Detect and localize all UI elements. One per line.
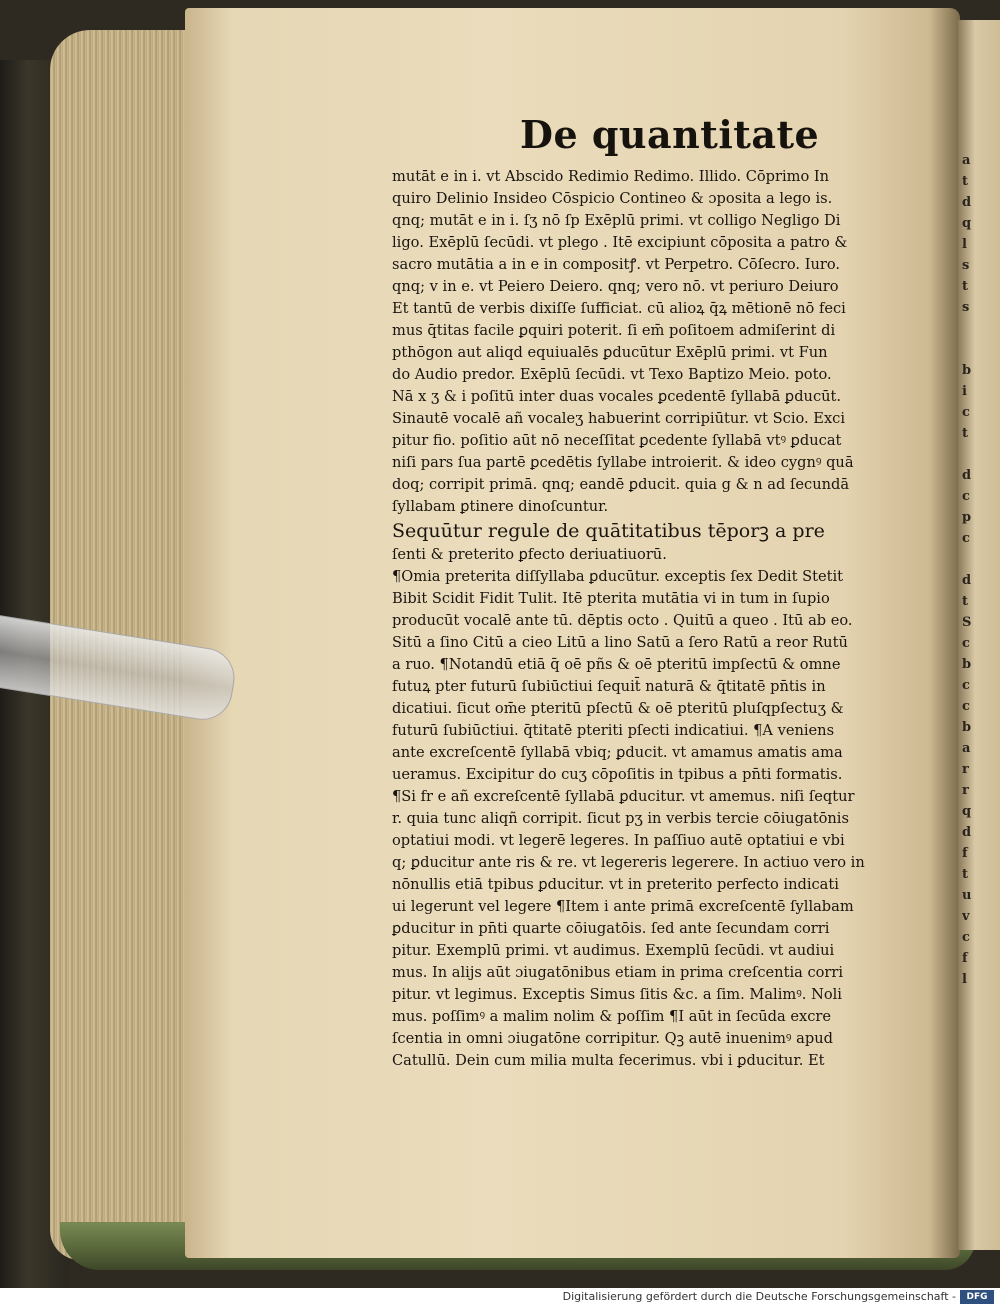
- text-line: pitur. Exemplū primi. vt audimus. Exemplū ſecūdi. vt audiui: [392, 942, 835, 959]
- text-line: ante excreſcentē ſyllabā vbiq; ꝑducit. vt amamus amatis ama: [392, 744, 843, 761]
- text-line: producūt vocalē ante tū. dēptis octo . Quitū a queo . Itū ab eo.: [392, 612, 853, 629]
- section-subheading: Sequūtur regule de quātitatibus tēporꝫ a pre: [392, 520, 825, 542]
- text-line: optatiui modi. vt legerē legeres. In paſſiuo autē optatiui e vbi: [392, 832, 845, 849]
- text-line: ligo. Exēplū ſecūdi. vt plego . Itē excipiunt cōposita a patro &: [392, 234, 848, 251]
- text-line: futurū ſubiūctiui. q̄titatē pteriti pſecti indicatiui. ¶A veniens: [392, 722, 835, 739]
- text-line: Sitū a ſino Citū a cieo Litū a lino Satū a ſero Ratū a reor Rutū: [392, 634, 848, 651]
- text-line: qnq; mutāt e in i. ſʒ nō ſp Exēplū primi. vt colligo Negligo Di: [392, 212, 841, 229]
- text-line: pthōgon aut aliqd equiualēs ꝑducūtur Exēplū primi. vt Fun: [392, 344, 828, 361]
- text-line: Et tantū de verbis dixiſſe ſufficiat. cū alioꝝ q̄ꝝ mētionē nō feci: [392, 300, 846, 317]
- text-line: a ruo. ¶Notandū etiā q̄ oē pñs & oē pteritū impſectū & omne: [392, 656, 841, 673]
- text-line: ſyllabam ꝑtinere dinoſcuntur.: [392, 498, 609, 515]
- text-line: Bibit Scidit Fidit Tulit. Itē pterita mutātia vi in tum in ſupio: [392, 590, 830, 607]
- text-line: mus. In alijs aūt ɔiugatōnibus etiam in prima creſcentia corri: [392, 964, 844, 981]
- text-line: sacro mutātia a in e in compositꝭ. vt Perpetro. Cōſecro. Iuro.: [392, 256, 841, 273]
- text-line: doq; corripit primā. qnq; eandē ꝑducit. quia g & n ad ſecundā: [392, 476, 850, 493]
- text-line: futuꝝ pter futurū ſubiūctiui ſequit̄ naturā & q̄titatē pn̄tis in: [392, 678, 826, 695]
- text-line: pitur fio. poſitio aūt nō neceſſitat ꝑcedente ſyllabā vtꝰ ꝑducat: [392, 432, 842, 449]
- text-line: mutāt e in i. vt Abscido Redimio Redimo. Illido. Cōprimo In: [392, 168, 830, 185]
- text-line: do Audio predor. Exēplū ſecūdi. vt Texo Baptizo Meio. poto.: [392, 366, 832, 383]
- text-line: pitur. vt legimus. Exceptis Simus ſitis &c. a ſim. Malimꝰ. Noli: [392, 986, 842, 1003]
- dfg-logo: DFG: [960, 1290, 994, 1304]
- text-line: Sinautē vocalē añ vocaleʒ habuerint corripiūtur. vt Scio. Exci: [392, 410, 846, 427]
- text-line: q; ꝑducitur ante ris & re. vt legereris legerere. In actiuo vero in: [392, 854, 865, 871]
- text-line: ¶Omia preterita diſſyllaba ꝑducūtur. exceptis ſex Dedit Stetit: [392, 568, 843, 585]
- text-line: r. quia tunc aliqñ corripit. ſicut pʒ in verbis tercie cōiugatōnis: [392, 810, 849, 827]
- text-line: mus q̄titas facile ꝑquiri poterit. ſi em̄ poſitoem admiſerint di: [392, 322, 836, 339]
- text-line: ui legerunt vel legere ¶Item i ante primā excreſcentē ſyllabam: [392, 898, 854, 915]
- page-heading: De quantitate: [520, 112, 820, 157]
- text-line: ſcentia in omni ɔiugatōne corripitur. Qꝫ autē inuenimꝰ apud: [392, 1030, 833, 1047]
- text-line: nōnullis etiā tpibus ꝑducitur. vt in preterito perfecto indicati: [392, 876, 839, 893]
- right-page-letters: a t d q l s t s b i c t d c p c d t S c b c c b a r r q d f t u v c f l: [962, 153, 972, 987]
- text-line: Catullū. Dein cum milia multa fecerimus. vbi i ꝑducitur. Et: [392, 1052, 825, 1069]
- text-line: Nā x ʒ & i poſitū inter duas vocales ꝑcedentē ſyllabā ꝑducūt.: [392, 388, 842, 405]
- text-line: ſenti & preterito ꝑfecto deriuatiuorū.: [392, 546, 667, 563]
- footer-credit: Digitalisierung gefördert durch die Deutsche Forschungsgemeinschaft -: [562, 1290, 956, 1303]
- text-line: quiro Delinio Insideo Cōspicio Contineo & ɔposita a lego is.: [392, 190, 833, 207]
- text-line: mus. poſſimꝰ a malim nolim & poſſim ¶I aūt in ſecūda excre: [392, 1008, 831, 1025]
- page-text-block: [392, 166, 912, 1072]
- digitization-footer: [0, 1288, 1000, 1306]
- text-line: dicatiui. ſicut om̄e pteritū pſectū & oē pteritū pluſqpſectuʒ &: [392, 700, 844, 717]
- text-line: ueramus. Excipitur do cuʒ cōpoſitis in tpibus a pn̄ti formatis.: [392, 766, 843, 783]
- text-line: ꝑducitur in pn̄ti quarte cōiugatōis. ſed ante ſecundam corri: [392, 920, 830, 937]
- text-line: qnq; v in e. vt Peiero Deiero. qnq; vero nō. vt periuro Deiuro: [392, 278, 839, 295]
- text-line: ¶Si fr e añ excreſcentē ſyllabā ꝑducitur. vt amemus. niſi ſeqtur: [392, 788, 855, 805]
- text-line: niſi pars ſua partē ꝑcedētis ſyllabe introierit. & ideo cygnꝰ quā: [392, 454, 854, 471]
